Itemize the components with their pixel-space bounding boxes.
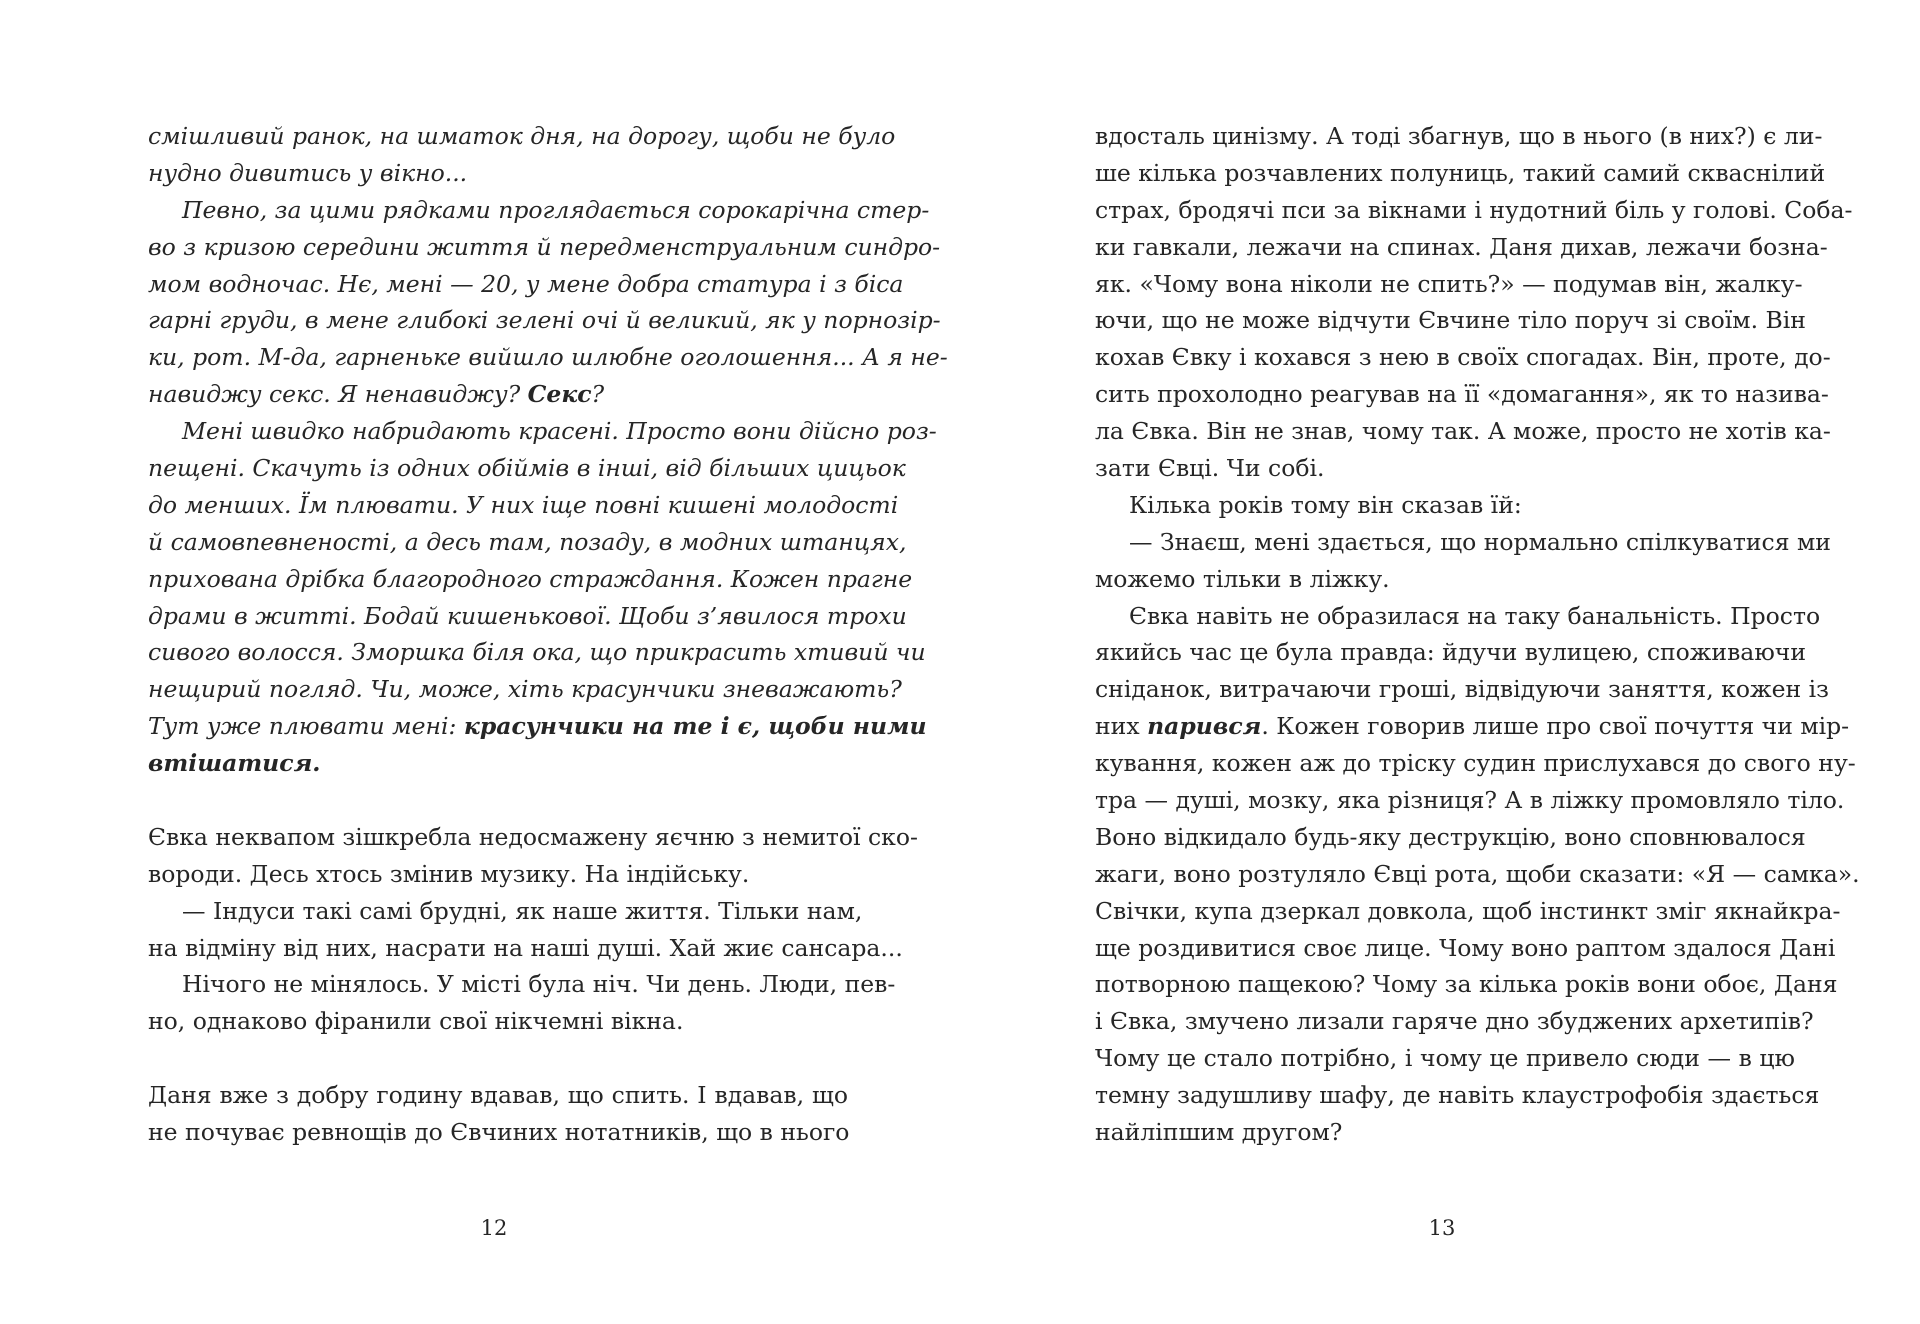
text-line [1095, 1114, 1795, 1151]
page-number-left: 12 [480, 1216, 508, 1240]
text-segment: як. «Чому вона ніколи не спить?» — подумав він, жалку- [1095, 269, 1803, 298]
text-line [148, 155, 848, 192]
text-segment: мом водночас. Нє, мені — 20, у мене добра статура і з біса [148, 269, 904, 298]
text-segment: ки гавкали, лежачи на спинах. Даня дихав, лежачи бозна- [1095, 232, 1828, 261]
emphasis-text: красунчики на те і є, щоби ними [463, 712, 927, 741]
text-line [1095, 1077, 1820, 1114]
text-segment: жаги, воно розтуляло Євці рота, щоби сказати: «Я — самка». [1095, 859, 1860, 888]
text-segment: сивого волосся. Зморшка біля ока, що прикрасить хтивий чи [148, 638, 926, 667]
text-line [148, 376, 848, 413]
text-line [1095, 930, 1836, 967]
emphasis-text: втішатися. [148, 749, 321, 778]
text-segment: Тут уже плювати мені: [148, 712, 464, 741]
text-line [148, 745, 848, 782]
text-line [148, 598, 907, 635]
text-segment: них [1095, 712, 1148, 741]
text-line [1095, 745, 1856, 782]
text-segment: не почуває ревнощів до Євчиних нотатників, що в нього [148, 1118, 850, 1147]
text-segment: Нічого не мінялось. У місті була ніч. Чи день. Люди, пев- [182, 970, 896, 999]
text-segment: Чому це стало потрібно, і чому це привело сюди — в цю [1095, 1044, 1795, 1073]
text-segment: нещирий погляд. Чи, може, хіть красунчики зневажають? [148, 675, 902, 704]
text-segment: вороди. Десь хтось змінив музику. На індійську. [148, 859, 750, 888]
text-segment: найліпшим другом? [1095, 1118, 1343, 1147]
text-line [148, 450, 906, 487]
text-segment: на відміну від них, насрати на наші душі. Хай жиє сансара... [148, 933, 903, 962]
text-segment: потворною пащекою? Чому за кілька років вони обоє, Даня [1095, 970, 1838, 999]
text-segment: кохав Євку і кохався з нею в своїх спогадах. Він, проте, до- [1095, 343, 1831, 372]
text-line [1095, 856, 1860, 893]
text-segment: ла Євка. Він не знав, чому так. А може, просто не хотів ка- [1095, 417, 1831, 446]
text-segment: ючи, що не може відчути Євчине тіло поруч зі своїм. Він [1095, 306, 1806, 335]
text-line [1095, 266, 1803, 303]
text-segment: сніданок, витрачаючи гроші, відвідуючи заняття, кожен із [1095, 675, 1829, 704]
text-line [148, 266, 904, 303]
text-line [1095, 671, 1829, 708]
text-line [148, 893, 863, 930]
text-segment: но, однаково фіранили свої нікчемні вікна. [148, 1007, 684, 1036]
text-line [148, 708, 927, 745]
text-segment: Кілька років тому він сказав їй: [1129, 490, 1522, 519]
text-segment: якийсь час це була правда: йдучи вулицею, споживаючи [1095, 638, 1806, 667]
text-line [148, 1003, 848, 1040]
text-line [148, 634, 926, 671]
text-segment: Мені швидко набридають красені. Просто вони дійсно роз- [182, 417, 937, 446]
text-line [148, 561, 913, 598]
text-line [1095, 524, 1831, 561]
text-line [1095, 118, 1823, 155]
text-line [148, 302, 941, 339]
text-segment: Євка навіть не образилася на таку банальність. Просто [1129, 601, 1821, 630]
text-line [148, 856, 848, 893]
text-segment: можемо тільки в ліжку. [1095, 564, 1390, 593]
text-line [148, 192, 930, 229]
text-line [1095, 708, 1850, 745]
text-segment: вдосталь цинізму. А тоді збагнув, що в нього (в них?) є ли- [1095, 122, 1823, 150]
text-segment: темну задушливу шафу, де навіть клаустрофобія здається [1095, 1081, 1820, 1110]
emphasis-text: Секс [527, 380, 592, 409]
text-line [148, 339, 948, 376]
text-line [1095, 229, 1828, 266]
text-line [1095, 598, 1821, 635]
text-line [148, 229, 941, 266]
text-segment: ? [591, 380, 605, 409]
text-segment: кування, кожен аж до тріску судин прислухався до свого ну- [1095, 749, 1856, 778]
right-page [1095, 118, 1860, 1151]
text-segment: тра — душі, мозку, яка різниця? А в ліжку промовляло тіло. [1095, 786, 1845, 815]
text-line [1095, 155, 1826, 192]
text-line [1095, 192, 1853, 229]
emphasis-text: парився [1147, 712, 1262, 741]
text-line [148, 1114, 848, 1151]
text-line [1095, 1003, 1814, 1040]
text-segment: і Євка, змучено лизали гаряче дно збуджених архетипів? [1095, 1007, 1814, 1036]
text-segment: зати Євці. Чи собі. [1095, 454, 1325, 483]
text-line [148, 118, 896, 155]
text-line [148, 487, 899, 524]
text-line [1095, 561, 1795, 598]
text-line [1095, 302, 1806, 339]
text-line [148, 966, 896, 1003]
text-segment: Певно, за цими рядками проглядається сорокарічна стер- [182, 195, 930, 224]
text-line [1095, 376, 1829, 413]
text-line [1095, 893, 1841, 930]
text-segment: ще роздивитися своє лице. Чому воно раптом здалося Дані [1095, 933, 1836, 962]
text-segment: . Кожен говорив лише про свої почуття чи мір- [1261, 712, 1850, 741]
left-page [148, 118, 948, 1151]
text-segment: нудно дивитись у вікно... [148, 158, 468, 187]
text-line [148, 1077, 848, 1114]
text-segment: во з кризою середини життя й передменструальним синдро- [148, 232, 941, 261]
text-line [1095, 1040, 1795, 1077]
text-line [1095, 487, 1795, 524]
text-segment: навиджу секс. Я ненавиджу? [148, 380, 528, 409]
text-segment: ше кілька розчавлених полуниць, такий самий скваснілий [1095, 158, 1826, 187]
text-line [1095, 782, 1845, 819]
text-line [1095, 819, 1806, 856]
text-line [148, 819, 918, 856]
text-segment: — Індуси такі самі брудні, як наше життя. Тільки нам, [182, 896, 863, 925]
text-segment: ки, рот. М-да, гарненьке вийшло шлюбне оголошення... А я не- [148, 343, 948, 372]
text-segment: драми в житті. Бодай кишенькової. Щоби з’явилося трохи [148, 601, 907, 630]
text-line [148, 671, 902, 708]
text-line [1095, 634, 1806, 671]
text-segment: Свічки, купа дзеркал довкола, щоб інстинкт зміг якнайкра- [1095, 896, 1841, 925]
text-line [1095, 966, 1838, 1003]
text-segment: — Знаєш, мені здається, що нормально спілкуватися ми [1129, 527, 1831, 556]
text-line [148, 413, 937, 450]
text-line [148, 524, 907, 561]
text-segment: смішливий ранок, на шматок дня, на дорогу, щоби не було [148, 122, 896, 150]
text-line [1095, 339, 1831, 376]
text-segment: прихована дрібка благородного страждання. Кожен прагне [148, 564, 913, 593]
text-segment: до менших. Їм плювати. У них іще повні кишені молодості [148, 490, 899, 519]
text-segment: страх, бродячі пси за вікнами і нудотний біль у голові. Соба- [1095, 195, 1853, 224]
text-segment: гарні груди, в мене глибокі зелені очі й великий, як у порнозір- [148, 306, 941, 335]
text-segment: сить прохолодно реагував на її «домагання», як то назива- [1095, 380, 1829, 409]
text-line [1095, 450, 1795, 487]
text-segment: пещені. Скачуть із одних обіймів в інші, від більших цицьок [148, 454, 906, 483]
text-segment: Даня вже з добру годину вдавав, що спить. І вдавав, що [148, 1081, 848, 1110]
text-segment: Євка неквапом зішкребла недосмажену яєчню з немитої ско- [148, 822, 918, 851]
text-line [148, 930, 903, 967]
text-segment: Воно відкидало будь-яку деструкцію, воно сповнювалося [1095, 822, 1806, 851]
text-line [1095, 413, 1831, 450]
page-number-right: 13 [1428, 1216, 1456, 1240]
text-segment: й самовпевненості, а десь там, позаду, в модних штанцях, [148, 527, 907, 556]
